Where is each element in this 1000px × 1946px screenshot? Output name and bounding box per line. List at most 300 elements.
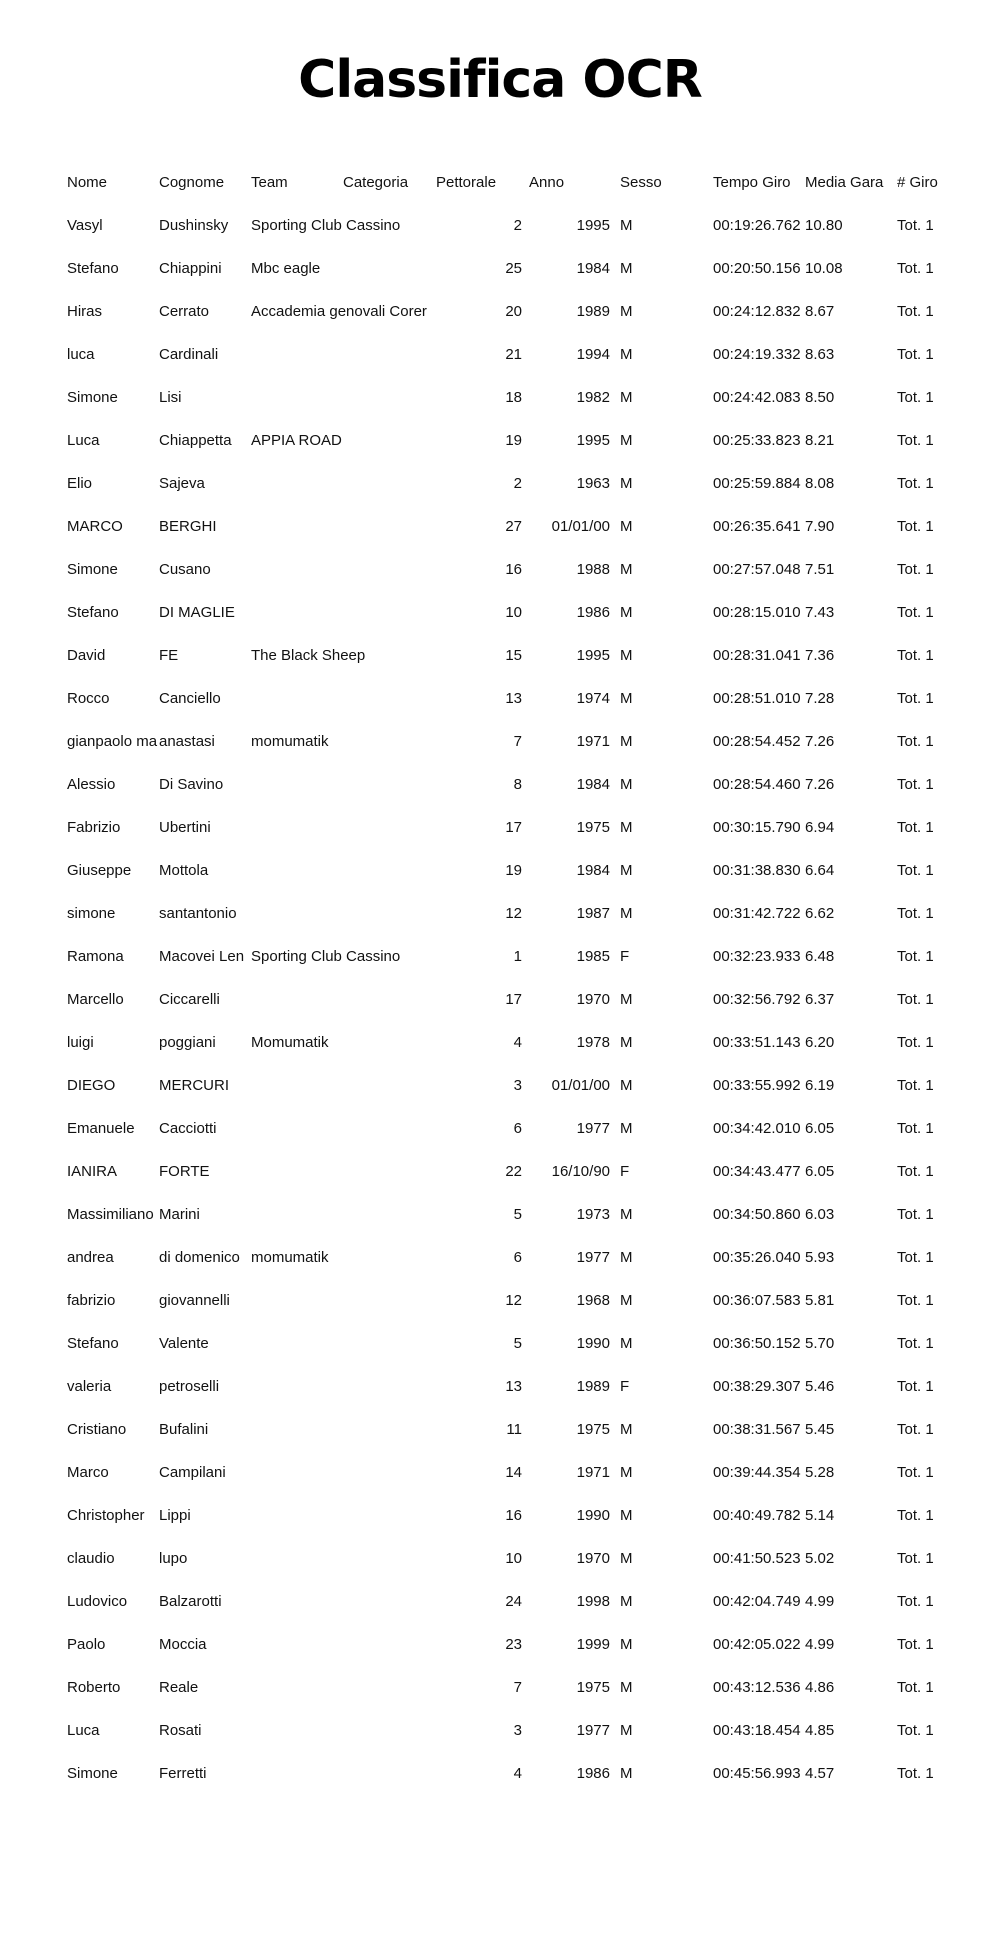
cell-sesso: M (620, 389, 633, 406)
cell-tempo-giro: 00:25:59.884 (713, 475, 801, 492)
cell-media-gara: 5.93 (805, 1249, 835, 1266)
cell-sesso: M (620, 303, 633, 320)
cell-sesso: M (620, 260, 633, 277)
cell-anno: 1988 (576, 561, 610, 578)
cell-media-gara: 5.02 (805, 1550, 835, 1567)
cell-anno: 1970 (576, 991, 610, 1008)
cell-categoria (343, 1455, 434, 1498)
cell-sesso: M (620, 690, 633, 707)
header-team: Team (251, 174, 288, 191)
cell-tempo-giro: 00:28:54.452 (713, 733, 801, 750)
cell-cognome: Marini (159, 1206, 200, 1223)
cell-categoria (343, 724, 434, 767)
cell-anno: 1978 (576, 1034, 610, 1051)
cell-categoria (343, 1541, 434, 1584)
cell-anno: 1977 (576, 1249, 610, 1266)
cell-pettorale: 23 (505, 1636, 522, 1653)
cell-categoria (343, 509, 434, 552)
cell-nome: Paolo (67, 1636, 106, 1653)
cell-tempo-giro: 00:19:26.762 (713, 217, 801, 234)
table-row (67, 1283, 947, 1326)
cell-sesso: M (620, 1421, 633, 1438)
cell-anno: 1987 (576, 905, 610, 922)
cell-media-gara: 7.90 (805, 518, 835, 535)
cell-media-gara: 8.67 (805, 303, 835, 320)
cell-num-giro: Tot. 1 (897, 862, 934, 879)
cell-tempo-giro: 00:27:57.048 (713, 561, 801, 578)
cell-categoria (343, 681, 434, 724)
table-row (67, 853, 947, 896)
cell-nome: Luca (67, 1722, 100, 1739)
cell-nome: Christopher (67, 1507, 145, 1524)
cell-anno: 1975 (576, 1679, 610, 1696)
cell-media-gara: 8.50 (805, 389, 835, 406)
cell-cognome: Bufalini (159, 1421, 209, 1438)
cell-num-giro: Tot. 1 (897, 1292, 934, 1309)
header-cognome: Cognome (159, 174, 225, 191)
cell-sesso: M (620, 1593, 633, 1610)
cell-anno: 01/01/00 (551, 518, 610, 535)
cell-team: APPIA ROAD (251, 432, 342, 449)
cell-pettorale: 11 (506, 1421, 522, 1438)
cell-categoria (343, 251, 434, 294)
cell-pettorale: 2 (513, 217, 522, 234)
cell-media-gara: 6.64 (805, 862, 835, 879)
cell-categoria (343, 423, 434, 466)
cell-nome: fabrizio (67, 1292, 116, 1309)
cell-num-giro: Tot. 1 (897, 303, 934, 320)
table-row (67, 1627, 947, 1670)
table-row (67, 1584, 947, 1627)
cell-anno: 1986 (576, 1765, 610, 1782)
table-row (67, 423, 947, 466)
cell-team: Mbc eagle (251, 260, 321, 277)
cell-nome: Simone (67, 1765, 118, 1782)
header-sesso: Sesso (620, 174, 662, 191)
cell-cognome: DI MAGLIE (159, 604, 235, 621)
cell-nome: MARCO (67, 518, 123, 535)
cell-categoria (343, 1111, 434, 1154)
cell-categoria (343, 1240, 434, 1283)
cell-categoria (343, 810, 434, 853)
page-title: Classifica OCR (298, 50, 702, 110)
cell-pettorale: 13 (505, 1378, 522, 1395)
cell-sesso: M (620, 518, 633, 535)
cell-num-giro: Tot. 1 (897, 1378, 934, 1395)
cell-anno: 1990 (576, 1335, 610, 1352)
cell-nome: Alessio (67, 776, 116, 793)
cell-anno: 1975 (576, 1421, 610, 1438)
cell-sesso: M (620, 604, 633, 621)
cell-nome: Fabrizio (67, 819, 121, 836)
cell-nome: David (67, 647, 106, 664)
cell-tempo-giro: 00:43:18.454 (713, 1722, 801, 1739)
table-row (67, 681, 947, 724)
cell-cognome: Sajeva (159, 475, 205, 492)
cell-media-gara: 5.45 (805, 1421, 835, 1438)
cell-media-gara: 5.46 (805, 1378, 835, 1395)
cell-team: Accademia genovali Corer (251, 303, 427, 320)
cell-nome: Marco (67, 1464, 109, 1481)
cell-sesso: M (620, 1636, 633, 1653)
table-row (67, 638, 947, 681)
cell-num-giro: Tot. 1 (897, 948, 934, 965)
cell-tempo-giro: 00:20:50.156 (713, 260, 801, 277)
cell-media-gara: 6.05 (805, 1120, 835, 1137)
table-row (67, 595, 947, 638)
cell-num-giro: Tot. 1 (897, 647, 934, 664)
table-row (67, 294, 947, 337)
cell-nome: simone (67, 905, 116, 922)
cell-tempo-giro: 00:41:50.523 (713, 1550, 801, 1567)
cell-categoria (343, 1068, 434, 1111)
cell-anno: 1984 (576, 260, 610, 277)
cell-cognome: Moccia (159, 1636, 207, 1653)
cell-team: Sporting Club Cassino (251, 948, 401, 965)
cell-anno: 1984 (576, 862, 610, 879)
header-num-giro: # Giro (897, 174, 938, 191)
cell-media-gara: 6.94 (805, 819, 835, 836)
cell-cognome: Chiappetta (159, 432, 232, 449)
table-row (67, 896, 947, 939)
header-categoria: Categoria (343, 174, 409, 191)
cell-cognome: Valente (159, 1335, 209, 1352)
table-row (67, 1240, 947, 1283)
cell-media-gara: 6.05 (805, 1163, 835, 1180)
cell-media-gara: 8.21 (805, 432, 835, 449)
cell-nome: Vasyl (67, 217, 103, 234)
table-row (67, 1369, 947, 1412)
cell-pettorale: 10 (505, 604, 522, 621)
cell-categoria (343, 208, 434, 251)
cell-cognome: Macovei Len (159, 948, 245, 965)
cell-media-gara: 8.08 (805, 475, 835, 492)
cell-categoria (343, 380, 434, 423)
cell-anno: 1989 (576, 303, 610, 320)
cell-num-giro: Tot. 1 (897, 1034, 934, 1051)
cell-tempo-giro: 00:45:56.993 (713, 1765, 801, 1782)
cell-tempo-giro: 00:35:26.040 (713, 1249, 801, 1266)
cell-media-gara: 4.57 (805, 1765, 835, 1782)
cell-anno: 1971 (576, 1464, 610, 1481)
table-header (67, 165, 947, 201)
cell-anno: 1974 (576, 690, 610, 707)
cell-tempo-giro: 00:31:38.830 (713, 862, 801, 879)
cell-num-giro: Tot. 1 (897, 1507, 934, 1524)
cell-sesso: M (620, 905, 633, 922)
cell-cognome: Cusano (159, 561, 211, 578)
cell-anno: 1968 (576, 1292, 610, 1309)
cell-num-giro: Tot. 1 (897, 1206, 934, 1223)
cell-media-gara: 6.62 (805, 905, 835, 922)
cell-pettorale: 19 (505, 432, 522, 449)
table-row (67, 1498, 947, 1541)
cell-tempo-giro: 00:33:55.992 (713, 1077, 801, 1094)
cell-pettorale: 16 (505, 1507, 522, 1524)
table-row (67, 1756, 947, 1799)
cell-num-giro: Tot. 1 (897, 690, 934, 707)
cell-categoria (343, 1756, 434, 1799)
cell-nome: Massimiliano (67, 1206, 154, 1223)
cell-sesso: M (620, 1464, 633, 1481)
header-media-gara: Media Gara (805, 174, 884, 191)
cell-pettorale: 24 (505, 1593, 522, 1610)
table-row (67, 724, 947, 767)
cell-anno: 1995 (576, 432, 610, 449)
cell-num-giro: Tot. 1 (897, 1765, 934, 1782)
cell-anno: 1999 (576, 1636, 610, 1653)
cell-anno: 1985 (576, 948, 610, 965)
cell-tempo-giro: 00:28:31.041 (713, 647, 801, 664)
cell-pettorale: 6 (513, 1249, 522, 1266)
cell-cognome: Cerrato (159, 303, 210, 320)
cell-categoria (343, 1627, 434, 1670)
cell-sesso: M (620, 776, 633, 793)
cell-anno: 1995 (576, 217, 610, 234)
cell-sesso: M (620, 561, 633, 578)
cell-categoria (343, 1412, 434, 1455)
cell-nome: Ludovico (67, 1593, 128, 1610)
header-nome: Nome (67, 174, 108, 191)
cell-sesso: M (620, 862, 633, 879)
cell-cognome: Reale (159, 1679, 199, 1696)
cell-anno: 1963 (576, 475, 610, 492)
cell-num-giro: Tot. 1 (897, 561, 934, 578)
cell-media-gara: 6.48 (805, 948, 835, 965)
cell-num-giro: Tot. 1 (897, 1120, 934, 1137)
cell-tempo-giro: 00:38:29.307 (713, 1378, 801, 1395)
cell-cognome: Balzarotti (159, 1593, 222, 1610)
cell-cognome: FE (159, 647, 179, 664)
cell-anno: 1971 (576, 733, 610, 750)
cell-nome: luigi (67, 1034, 94, 1051)
cell-anno: 1994 (576, 346, 610, 363)
header-anno: Anno (529, 174, 565, 191)
cell-pettorale: 14 (505, 1464, 522, 1481)
cell-num-giro: Tot. 1 (897, 1077, 934, 1094)
cell-tempo-giro: 00:26:35.641 (713, 518, 801, 535)
cell-nome: valeria (67, 1378, 112, 1395)
cell-nome: claudio (67, 1550, 115, 1567)
cell-nome: Rocco (67, 690, 110, 707)
cell-media-gara: 5.28 (805, 1464, 835, 1481)
cell-pettorale: 8 (513, 776, 522, 793)
cell-anno: 1990 (576, 1507, 610, 1524)
cell-pettorale: 20 (505, 303, 522, 320)
table-row (67, 1541, 947, 1584)
cell-pettorale: 22 (505, 1163, 522, 1180)
cell-categoria (343, 1670, 434, 1713)
cell-categoria (343, 939, 434, 982)
cell-sesso: M (620, 1550, 633, 1567)
cell-pettorale: 6 (513, 1120, 522, 1137)
cell-num-giro: Tot. 1 (897, 1163, 934, 1180)
cell-num-giro: Tot. 1 (897, 604, 934, 621)
cell-anno: 1977 (576, 1120, 610, 1137)
cell-tempo-giro: 00:36:07.583 (713, 1292, 801, 1309)
table-row (67, 1713, 947, 1756)
cell-anno: 1970 (576, 1550, 610, 1567)
cell-media-gara: 6.03 (805, 1206, 835, 1223)
table-row (67, 810, 947, 853)
cell-team: Sporting Club Cassino (251, 217, 401, 234)
cell-nome: DIEGO (67, 1077, 116, 1094)
cell-sesso: M (620, 1206, 633, 1223)
cell-categoria (343, 1025, 434, 1068)
cell-sesso: M (620, 217, 633, 234)
cell-media-gara: 8.63 (805, 346, 835, 363)
cell-sesso: M (620, 733, 633, 750)
table-row (67, 552, 947, 595)
cell-pettorale: 10 (505, 1550, 522, 1567)
cell-tempo-giro: 00:24:19.332 (713, 346, 801, 363)
table-row (67, 1111, 947, 1154)
cell-num-giro: Tot. 1 (897, 260, 934, 277)
cell-media-gara: 7.28 (805, 690, 835, 707)
table-body (67, 208, 947, 1799)
cell-sesso: M (620, 1679, 633, 1696)
cell-num-giro: Tot. 1 (897, 432, 934, 449)
cell-sesso: M (620, 819, 633, 836)
cell-tempo-giro: 00:25:33.823 (713, 432, 801, 449)
cell-tempo-giro: 00:34:43.477 (713, 1163, 801, 1180)
table-row (67, 1412, 947, 1455)
cell-nome: Giuseppe (67, 862, 132, 879)
cell-cognome: Rosati (159, 1722, 202, 1739)
cell-nome: Hiras (67, 303, 103, 320)
cell-categoria (343, 1326, 434, 1369)
cell-num-giro: Tot. 1 (897, 1550, 934, 1567)
cell-tempo-giro: 00:39:44.354 (713, 1464, 801, 1481)
cell-tempo-giro: 00:24:12.832 (713, 303, 801, 320)
cell-num-giro: Tot. 1 (897, 1722, 934, 1739)
cell-cognome: Dushinsky (159, 217, 229, 234)
cell-nome: Marcello (67, 991, 124, 1008)
cell-team: momumatik (251, 733, 329, 750)
cell-num-giro: Tot. 1 (897, 1335, 934, 1352)
cell-tempo-giro: 00:33:51.143 (713, 1034, 801, 1051)
cell-categoria (343, 1369, 434, 1412)
cell-media-gara: 5.81 (805, 1292, 835, 1309)
cell-media-gara: 4.99 (805, 1593, 835, 1610)
cell-cognome: Di Savino (159, 776, 224, 793)
cell-sesso: M (620, 1077, 633, 1094)
cell-num-giro: Tot. 1 (897, 819, 934, 836)
cell-sesso: M (620, 1120, 633, 1137)
cell-categoria (343, 1584, 434, 1627)
cell-tempo-giro: 00:43:12.536 (713, 1679, 801, 1696)
cell-team: momumatik (251, 1249, 329, 1266)
cell-num-giro: Tot. 1 (897, 776, 934, 793)
cell-nome: Elio (67, 475, 93, 492)
cell-media-gara: 7.51 (805, 561, 835, 578)
cell-cognome: Cardinali (159, 346, 219, 363)
cell-media-gara: 7.26 (805, 776, 835, 793)
cell-num-giro: Tot. 1 (897, 1421, 934, 1438)
cell-cognome: Ciccarelli (159, 991, 220, 1008)
cell-cognome: Cacciotti (159, 1120, 217, 1137)
cell-sesso: M (620, 346, 633, 363)
cell-nome: Stefano (67, 1335, 119, 1352)
cell-cognome: lupo (159, 1550, 188, 1567)
cell-categoria (343, 767, 434, 810)
cell-pettorale: 17 (505, 819, 522, 836)
cell-tempo-giro: 00:24:42.083 (713, 389, 801, 406)
cell-nome: Stefano (67, 260, 119, 277)
cell-tempo-giro: 00:34:50.860 (713, 1206, 801, 1223)
cell-categoria (343, 466, 434, 509)
cell-nome: gianpaolo ma (67, 733, 158, 750)
cell-tempo-giro: 00:28:15.010 (713, 604, 801, 621)
cell-nome: Cristiano (67, 1421, 127, 1438)
cell-categoria (343, 595, 434, 638)
cell-num-giro: Tot. 1 (897, 217, 934, 234)
cell-tempo-giro: 00:34:42.010 (713, 1120, 801, 1137)
cell-tempo-giro: 00:32:56.792 (713, 991, 801, 1008)
cell-tempo-giro: 00:42:04.749 (713, 1593, 801, 1610)
cell-pettorale: 18 (505, 389, 522, 406)
cell-anno: 1986 (576, 604, 610, 621)
cell-categoria (343, 552, 434, 595)
cell-nome: Ramona (67, 948, 124, 965)
cell-cognome: Mottola (159, 862, 209, 879)
cell-pettorale: 19 (505, 862, 522, 879)
table-row (67, 509, 947, 552)
cell-cognome: FORTE (159, 1163, 210, 1180)
cell-pettorale: 1 (513, 948, 522, 965)
cell-nome: andrea (67, 1249, 114, 1266)
table-row (67, 767, 947, 810)
cell-anno: 1973 (576, 1206, 610, 1223)
cell-anno: 16/10/90 (551, 1163, 610, 1180)
cell-tempo-giro: 00:40:49.782 (713, 1507, 801, 1524)
cell-cognome: Campilani (159, 1464, 226, 1481)
cell-cognome: Canciello (159, 690, 221, 707)
cell-anno: 1984 (576, 776, 610, 793)
cell-tempo-giro: 00:38:31.567 (713, 1421, 801, 1438)
cell-sesso: M (620, 1292, 633, 1309)
table-row (67, 208, 947, 251)
cell-anno: 1989 (576, 1378, 610, 1395)
cell-nome: Simone (67, 389, 118, 406)
cell-cognome: Ferretti (159, 1765, 207, 1782)
cell-categoria (343, 337, 434, 380)
cell-team: The Black Sheep (251, 647, 366, 664)
cell-num-giro: Tot. 1 (897, 1679, 934, 1696)
cell-cognome: MERCURI (159, 1077, 229, 1094)
cell-pettorale: 12 (505, 1292, 522, 1309)
cell-tempo-giro: 00:28:54.460 (713, 776, 801, 793)
table-row (67, 380, 947, 423)
table-row (67, 251, 947, 294)
cell-pettorale: 25 (505, 260, 522, 277)
cell-cognome: poggiani (159, 1034, 216, 1051)
cell-anno: 1995 (576, 647, 610, 664)
cell-cognome: Lippi (159, 1507, 191, 1524)
cell-media-gara: 6.19 (805, 1077, 835, 1094)
cell-nome: luca (67, 346, 95, 363)
cell-pettorale: 27 (505, 518, 522, 535)
cell-categoria (343, 853, 434, 896)
cell-num-giro: Tot. 1 (897, 346, 934, 363)
cell-media-gara: 4.99 (805, 1636, 835, 1653)
cell-num-giro: Tot. 1 (897, 389, 934, 406)
cell-nome: Roberto (67, 1679, 121, 1696)
cell-num-giro: Tot. 1 (897, 1636, 934, 1653)
cell-categoria (343, 1154, 434, 1197)
cell-cognome: petroselli (159, 1378, 220, 1395)
table-row (67, 1025, 947, 1068)
